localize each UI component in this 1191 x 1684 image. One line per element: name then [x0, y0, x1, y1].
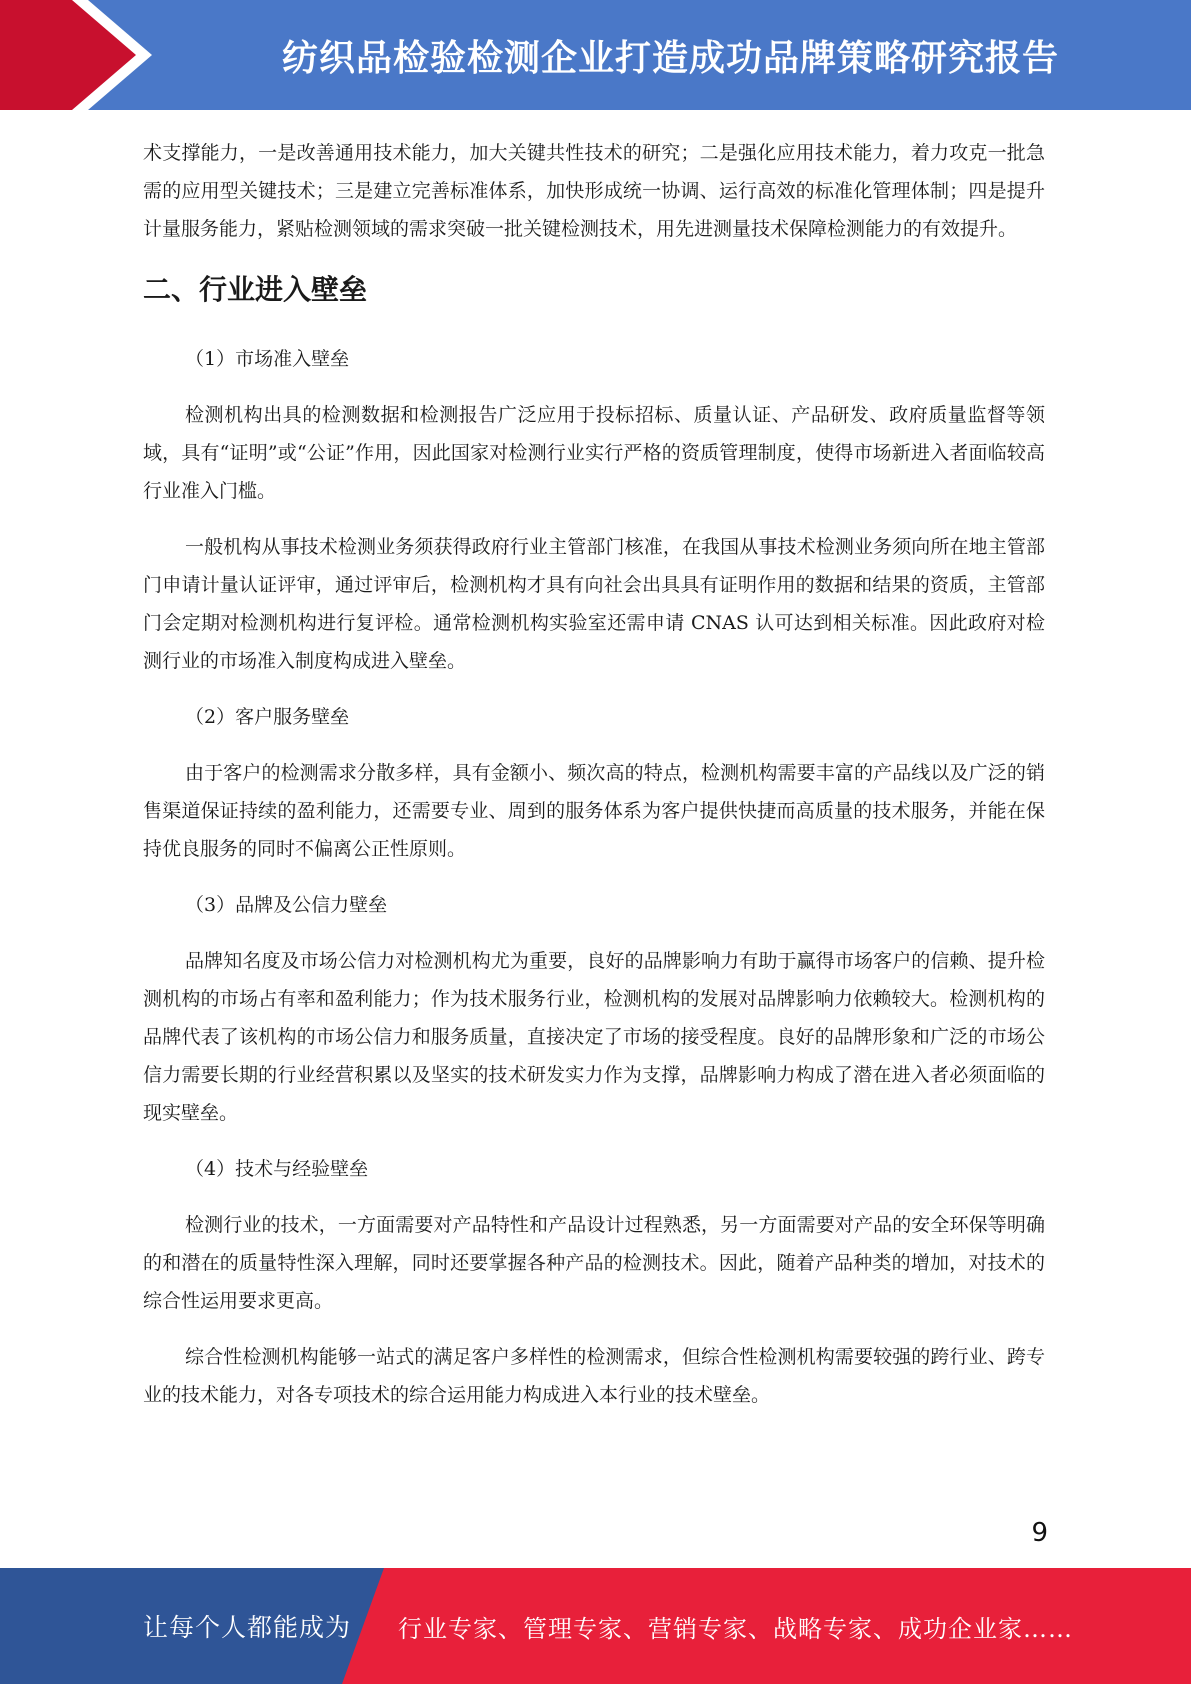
footer-slogan-left: 让每个人都能成为: [143, 1613, 352, 1642]
page-footer: [0, 1568, 1191, 1684]
page-number: 9: [1031, 1518, 1048, 1548]
report-title: 纺织品检验检测企业打造成功品牌策略研究报告: [281, 37, 1059, 79]
subsection-heading-customer-service: （2）客户服务壁垒: [185, 706, 350, 728]
paragraph: 检测机构出具的检测数据和检测报告广泛应用于投标招标、质量认证、产品研发、政府质量监督等领域，具有“证明”或“公证”作用，因此国家对检测行业实行严格的资质管理制度，使得市场新进入者面临较高行业准入门槛。: [143, 404, 1045, 502]
subsection-heading-market-access: （1）市场准入壁垒: [185, 348, 350, 370]
chevron-arrow-icon: [0, 0, 160, 110]
paragraph: 综合性检测机构能够一站式的满足客户多样性的检测需求，但综合性检测机构需要较强的跨行业、跨专业的技术能力，对各专项技术的综合运用能力构成进入本行业的技术壁垒。: [143, 1346, 1045, 1406]
footer-slogan-right: 行业专家、管理专家、营销专家、战略专家、成功企业家……: [398, 1614, 1073, 1643]
document-body: [143, 134, 1045, 1414]
paragraph: 一般机构从事技术检测业务须获得政府行业主管部门核准，在我国从事技术检测业务须向所在地主管部门申请计量认证评审，通过评审后，检测机构才具有向社会出具具有证明作用的数据和结果的资质，主管部门会定期对检测机构进行复评检。通常检测机构实验室还需申请 CNAS 认可达到相关标准。因此政府对检测行业的市场准入制度构成进入壁垒。: [143, 536, 1045, 672]
paragraph: 由于客户的检测需求分散多样，具有金额小、频次高的特点，检测机构需要丰富的产品线以及广泛的销售渠道保证持续的盈利能力，还需要专业、周到的服务体系为客户提供快捷而高质量的技术服务，并能在保持优良服务的同时不偏离公正性原则。: [143, 762, 1045, 860]
paragraph: 品牌知名度及市场公信力对检测机构尤为重要，良好的品牌影响力有助于赢得市场客户的信赖、提升检测机构的市场占有率和盈利能力；作为技术服务行业，检测机构的发展对品牌影响力依赖较大。检测机构的品牌代表了该机构的市场公信力和服务质量，直接决定了市场的接受程度。良好的品牌形象和广泛的市场公信力需要长期的行业经营积累以及坚实的技术研发实力作为支撑，品牌影响力构成了潜在进入者必须面临的现实壁垒。: [143, 950, 1045, 1124]
subsection-heading-brand: （3）品牌及公信力壁垒: [185, 894, 388, 916]
paragraph: 检测行业的技术，一方面需要对产品特性和产品设计过程熟悉，另一方面需要对产品的安全环保等明确的和潜在的质量特性深入理解，同时还要掌握各种产品的检测技术。因此，随着产品种类的增加，对技术的综合性运用要求更高。: [143, 1214, 1045, 1312]
page-header: [0, 0, 1191, 110]
section-heading: 二、行业进入壁垒: [143, 273, 368, 306]
intro-paragraph: 术支撑能力，一是改善通用技术能力，加大关键共性技术的研究；二是强化应用技术能力，着力攻克一批急需的应用型关键技术；三是建立完善标准体系，加快形成统一协调、运行高效的标准化管理体制；四是提升计量服务能力，紧贴检测领域的需求突破一批关键检测技术，用先进测量技术保障检测能力的有效提升。: [143, 142, 1045, 240]
subsection-heading-technology: （4）技术与经验壁垒: [185, 1158, 369, 1180]
